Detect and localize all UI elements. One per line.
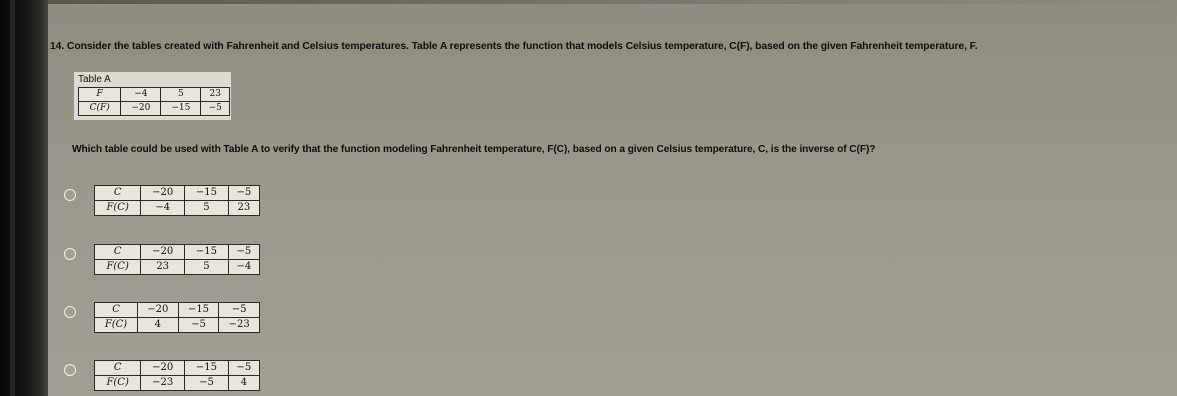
table-cell: −23 [141, 376, 185, 391]
table-cell: F(C) [95, 376, 141, 391]
table-cell: −20 [141, 245, 185, 260]
radio-button[interactable] [64, 248, 76, 260]
table-cell: −15 [185, 245, 229, 260]
table-cell: 5 [185, 201, 229, 216]
table-cell: 23 [228, 201, 259, 216]
option-table [94, 185, 260, 216]
table-cell: 23 [141, 260, 185, 275]
table-row [95, 201, 260, 216]
table-row [95, 318, 260, 333]
table-cell: −20 [141, 186, 185, 201]
table-cell: C [95, 303, 138, 318]
table-cell: 4 [228, 376, 259, 391]
table-cell: F(C) [95, 201, 141, 216]
table-cell: −15 [178, 303, 219, 318]
table-cell: 5 [161, 88, 201, 102]
top-border [0, 0, 1177, 4]
table-cell: −23 [219, 318, 260, 333]
table-cell: −5 [185, 376, 229, 391]
table-cell: −4 [228, 260, 259, 275]
table-row [95, 376, 260, 391]
table-row [95, 245, 260, 260]
table-a [74, 72, 231, 120]
table-cell: −15 [185, 186, 229, 201]
question-text: 14. Consider the tables created with Fahrenheit and Celsius temperatures. Table A represents the function that models Celsius temperature, C(F), based on the given Fahrenheit temperature, F. [50, 41, 978, 52]
table-cell: −4 [141, 201, 185, 216]
table-row [95, 186, 260, 201]
table-row [95, 303, 260, 318]
table-cell: −20 [141, 361, 185, 376]
table-cell: C [95, 186, 141, 201]
table-cell: C [95, 361, 141, 376]
radio-button[interactable] [64, 189, 76, 201]
table-cell: 4 [138, 318, 179, 333]
prompt-text: Which table could be used with Table A to verify that the function modeling Fahrenheit temperature, F(C), based on a given Celsius temperature, C, is the inverse of C(F)? [72, 144, 876, 155]
table-cell: F [79, 88, 121, 102]
option-table [94, 244, 260, 275]
option-table [94, 302, 260, 333]
table-cell: −5 [228, 186, 259, 201]
table-cell: C [95, 245, 141, 260]
radio-button[interactable] [64, 364, 76, 376]
table-cell: 23 [201, 88, 230, 102]
screen-left-stripe [10, 0, 15, 396]
table-cell: −5 [178, 318, 219, 333]
table-cell: C(F) [79, 102, 121, 116]
table-a-grid [78, 87, 230, 116]
table-cell: F(C) [95, 260, 141, 275]
table-cell: 5 [185, 260, 229, 275]
table-cell: −5 [228, 245, 259, 260]
table-cell: −4 [121, 88, 161, 102]
table-row [95, 361, 260, 376]
option-table [94, 360, 260, 391]
table-row [79, 102, 230, 116]
table-cell: −20 [138, 303, 179, 318]
table-cell: −15 [185, 361, 229, 376]
table-cell: −5 [201, 102, 230, 116]
table-cell: −5 [219, 303, 260, 318]
table-a-title: Table A [78, 74, 111, 85]
table-row [95, 260, 260, 275]
table-cell: −15 [161, 102, 201, 116]
table-cell: −5 [228, 361, 259, 376]
radio-button[interactable] [64, 306, 76, 318]
table-cell: −20 [121, 102, 161, 116]
table-cell: F(C) [95, 318, 138, 333]
screen-left-edge [0, 0, 48, 396]
table-row [79, 88, 230, 102]
